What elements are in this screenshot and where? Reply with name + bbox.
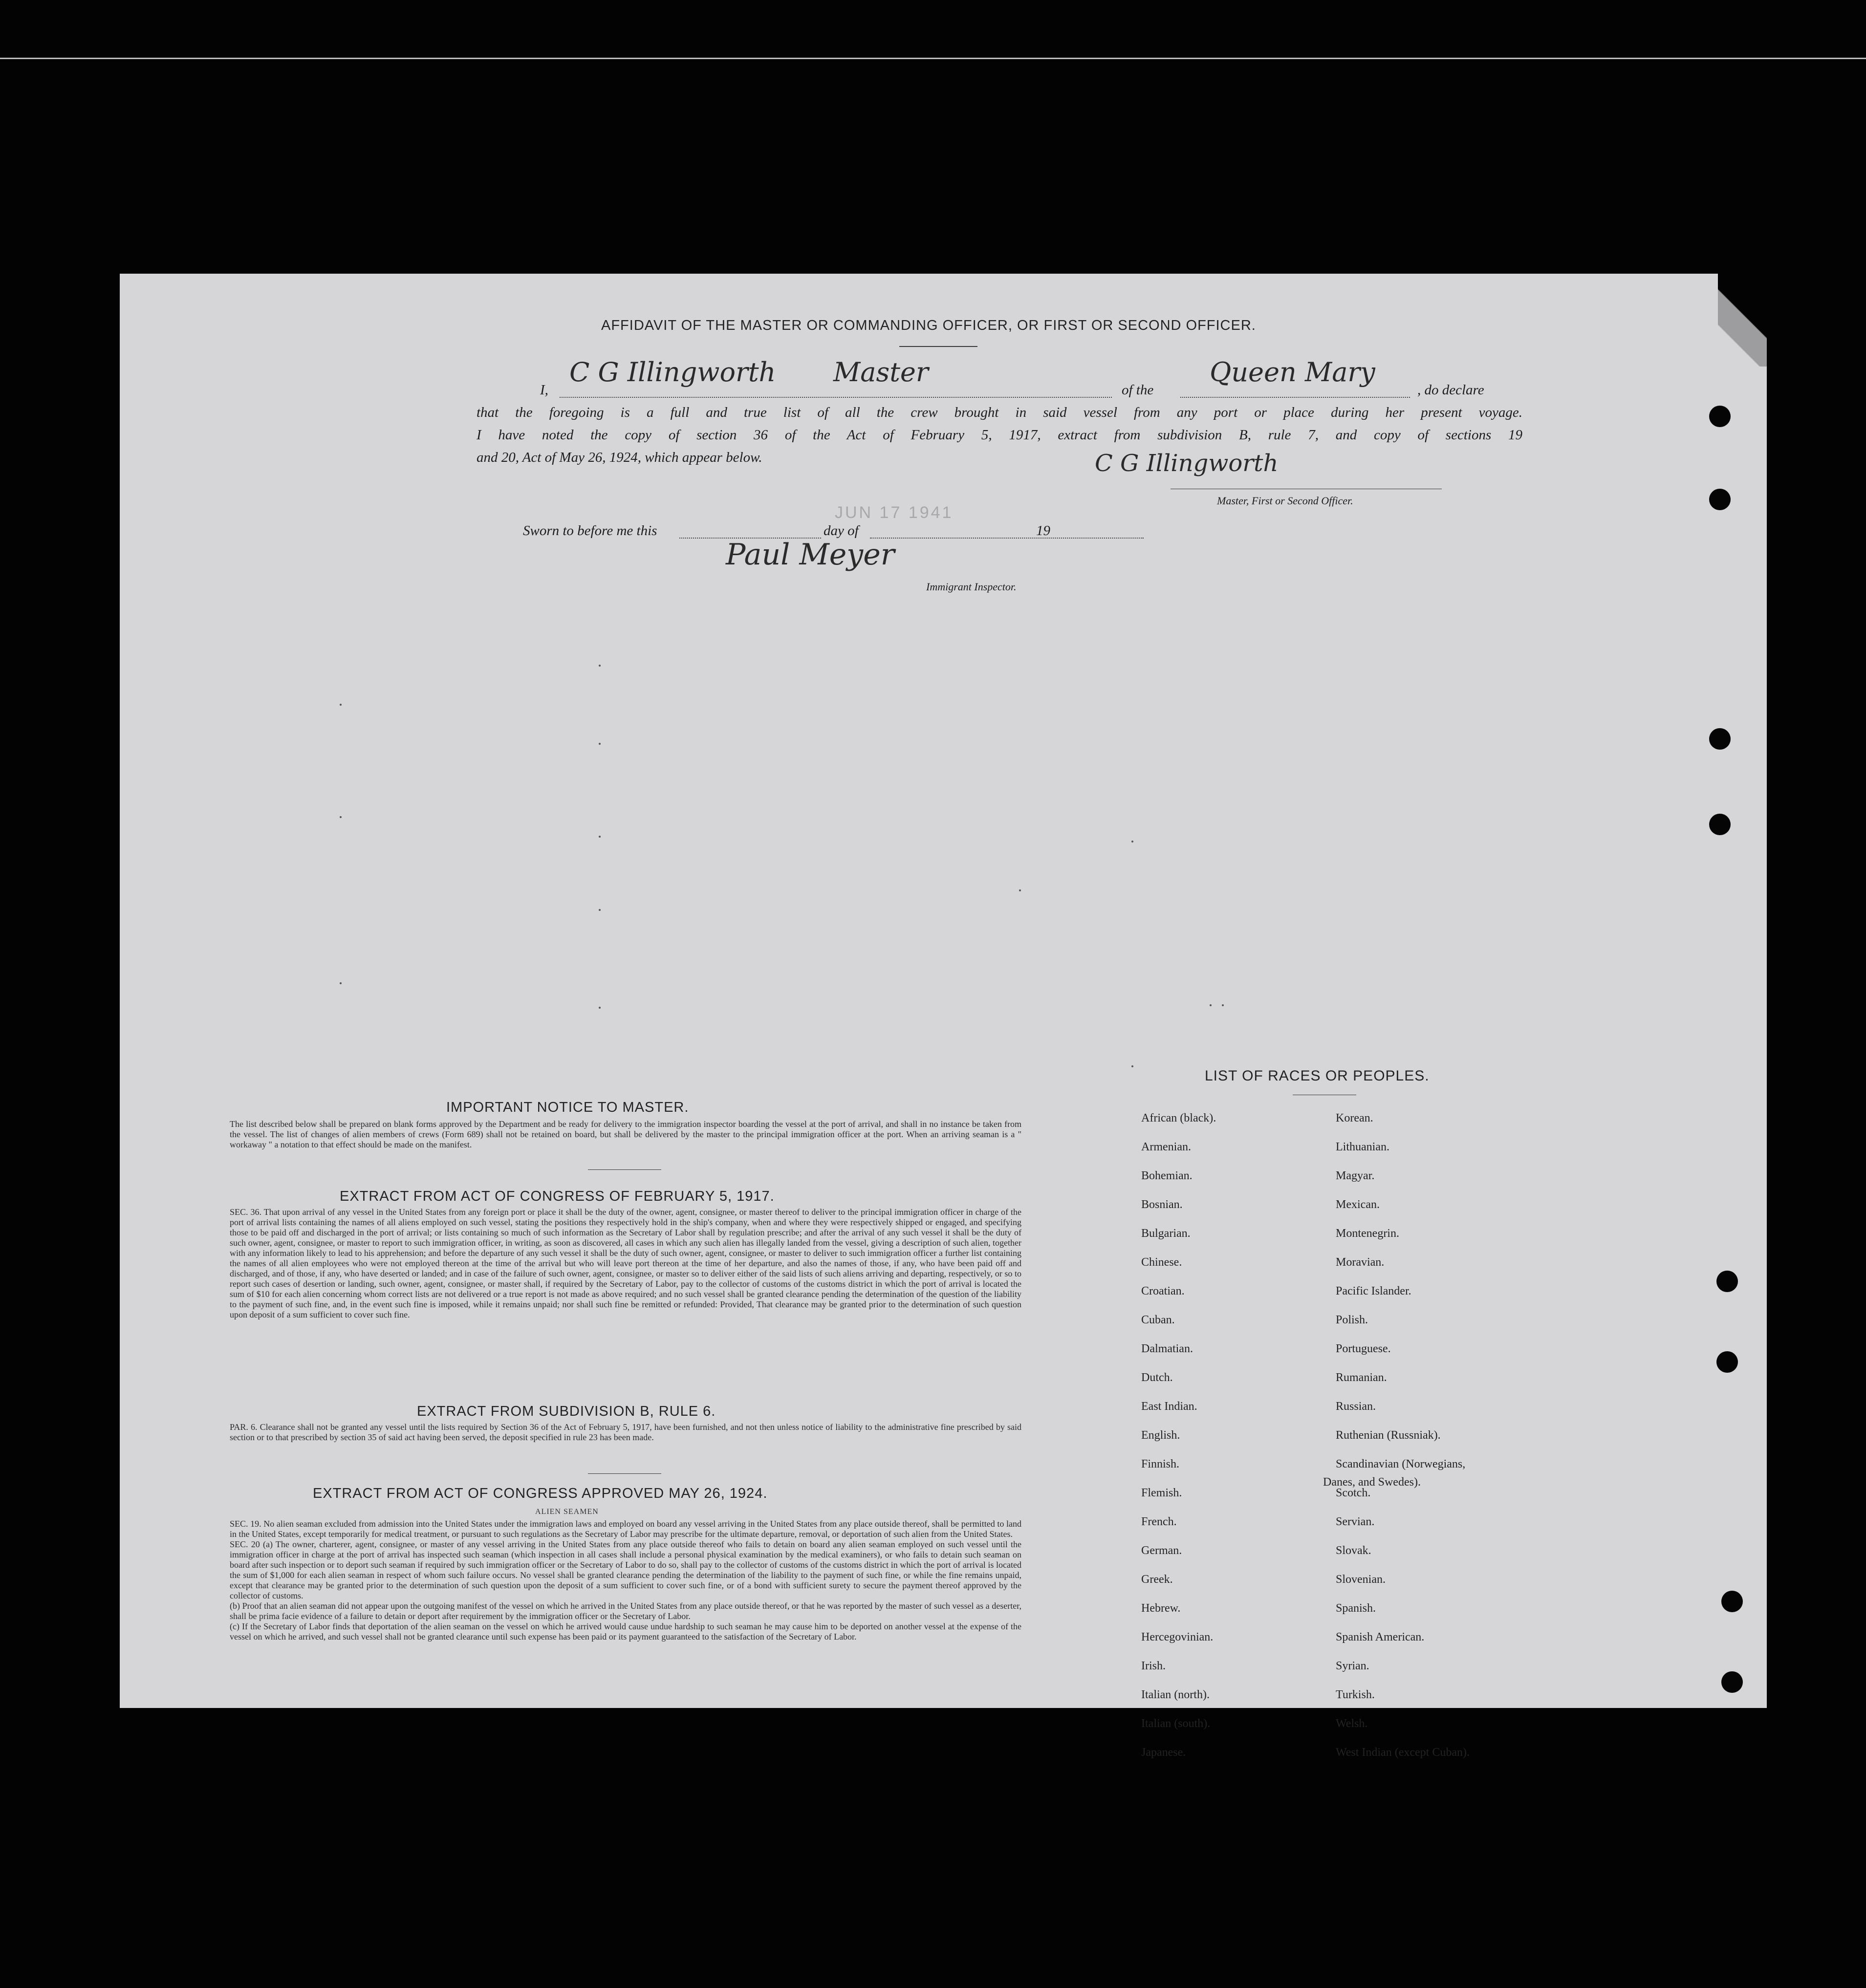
race-item: Turkish. [1336,1688,1375,1701]
affidavit-line-4: and 20, Act of May 26, 1924, which appear below. [477,450,762,465]
race-item: Russian. [1336,1400,1376,1413]
affidavit-line-2: that the foregoing is a full and true list of all the crew brought in said vessel from any port or place during her present voyage. [477,405,1522,420]
sec-19-text: SEC. 19. No alien seaman excluded from admission into the United States under the immigration laws and employed on board any vessel arriving in the United States from any place outside thereof, shall be permitted to land in the United States, except temporarily for medical treatment, or pursuant to such regulations as the Secretary of Labor may prescribe for the ultimate departure, removal, or deportation of such alien from the United States. [230,1519,1021,1539]
race-item: English. [1141,1429,1180,1442]
race-item: Italian (south). [1141,1717,1211,1730]
dot [340,816,342,818]
dot [1210,1004,1212,1006]
dot [1019,889,1021,891]
binder-hole [1721,1591,1743,1612]
races-title: LIST OF RACES OR PEOPLES. [1205,1068,1430,1084]
binder-hole [1716,1351,1738,1373]
race-item: French. [1141,1515,1177,1528]
title-rule [899,346,977,347]
document-page [120,274,1767,1759]
affidavit-line-3: I have noted the copy of section 36 of the Act of February 5, 1917, extract from subdivision B, rule 7, and copy of sections 19 [477,427,1522,443]
race-item: Finnish. [1141,1458,1180,1470]
race-item: Bohemian. [1141,1169,1193,1182]
race-item: Bulgarian. [1141,1227,1191,1240]
race-item: Flemish. [1141,1487,1182,1499]
affidavit-i: I, [540,382,548,398]
dot [1131,841,1133,843]
race-item: Welsh. [1336,1717,1368,1730]
master-rank: Master [833,357,929,388]
year-label: 19 [1036,523,1050,539]
dot [599,665,601,667]
dot [340,704,342,706]
sworn-month-line [870,538,1144,539]
rule-6-title: EXTRACT FROM SUBDIVISION B, RULE 6. [417,1404,716,1419]
race-item: Dutch. [1141,1371,1173,1384]
sworn-label: Sworn to before me this [523,523,657,539]
race-item: Rumanian. [1336,1371,1387,1384]
inspector-signature: Paul Meyer [726,538,895,572]
binder-hole [1709,489,1731,510]
dot [340,982,342,984]
sec-20b-text: (b) Proof that an alien seaman did not appear upon the outgoing manifest of the vessel on which he arrived in the United States from any place outside thereof, or that he was reported by the master of such vessel as a deserter, shall be prima facie evidence of a failure to detain or deport after requirement by the immigration officer or the Secretary of Labor. [230,1601,1021,1621]
race-item: Slovenian. [1336,1573,1386,1586]
race-item: Servian. [1336,1515,1375,1528]
master-name: C G Illingworth [569,357,776,388]
race-item: Japanese. [1141,1746,1186,1759]
extract-1917-title: EXTRACT FROM ACT OF CONGRESS OF FEBRUARY 5, 1917. [340,1188,775,1204]
race-item: Greek. [1141,1573,1173,1586]
day-of-label: day of [824,523,859,539]
binder-hole [1709,814,1731,835]
dot [599,1007,601,1009]
dot [599,909,601,911]
race-item: African (black). [1141,1112,1216,1124]
sec-20c-text: (c) If the Secretary of Labor finds that deportation of the alien seaman on the vessel on which he arrived would cause undue hardship to such seaman he may cause him to be deported on another vessel at the expense of the vessel on which he arrived, and such vessel shall not be granted clearance until such expense has been paid or its payment guaranteed to the satisfaction of the Secretary of Labor. [230,1621,1021,1642]
master-signature: C G Illingworth [1095,450,1279,477]
inspector-caption: Immigrant Inspector. [926,581,1017,593]
race-item: East Indian. [1141,1400,1197,1413]
race-item: Syrian. [1336,1660,1369,1672]
race-item: Portuguese. [1336,1342,1391,1355]
race-item: Hercegovinian. [1141,1631,1214,1643]
affidavit-title: AFFIDAVIT OF THE MASTER OR COMMANDING OFFICER, OR FIRST OR SECOND OFFICER. [601,318,1256,333]
race-item: Dalmatian. [1141,1342,1193,1355]
date-stamp: JUN 17 1941 [835,503,954,522]
binder-hole [1716,1271,1738,1292]
race-item: Bosnian. [1141,1198,1183,1211]
race-item: Pacific Islander. [1336,1285,1411,1297]
race-item: Chinese. [1141,1256,1182,1269]
scan-top-edge [0,58,1866,59]
rule-6-text: PAR. 6. Clearance shall not be granted any vessel until the lists required by Section 36 of the Act of February 5, 1917, have been furnished, and not then unless notice of liability to the administrative fine prescribed by said section or to that prescribed by section 35 of said act having been served, the deposit specified in rule 23 has been made. [230,1422,1021,1442]
race-item: Korean. [1336,1112,1373,1124]
torn-corner [1718,274,1767,367]
race-item: Cuban. [1141,1314,1175,1326]
name-line [560,397,1112,398]
extract-1924-title: EXTRACT FROM ACT OF CONGRESS APPROVED MAY 26, 1924. [313,1486,768,1501]
rule-6-rule [588,1473,661,1474]
extract-1924-body [230,1519,1021,1642]
race-item: Scandinavian (Norwegians, [1336,1458,1466,1470]
race-item: Mexican. [1336,1198,1380,1211]
race-item: Montenegrin. [1336,1227,1399,1240]
notice-text: The list described below shall be prepared on blank forms approved by the Department and be ready for delivery to the immigration inspector boarding the vessel at the port of arrival, and shall in no instance be taken from the vessel. The list of changes of alien members of crews (Form 689) shall not be retained on board, but shall be delivered by the master to the principal immigration officer at the port. When an arriving seaman is a " workaway " a notation to that effect should be made on the manifest. [230,1119,1021,1149]
race-item: Moravian. [1336,1256,1385,1269]
race-item: Polish. [1336,1314,1368,1326]
race-item: Ruthenian (Russniak). [1336,1429,1441,1442]
notice-title: IMPORTANT NOTICE TO MASTER. [446,1100,689,1115]
race-item: West Indian (except Cuban). [1336,1746,1470,1759]
do-declare: , do declare [1417,382,1484,398]
binder-hole [1709,406,1731,427]
race-item: Magyar. [1336,1169,1375,1182]
race-item: German. [1141,1544,1182,1557]
notice-rule [588,1169,661,1170]
race-item: Hebrew. [1141,1602,1181,1615]
race-item: Croatian. [1141,1285,1185,1297]
race-item: Spanish American. [1336,1631,1425,1643]
sec-20a-text: SEC. 20 (a) The owner, charterer, agent, consignee, or master of any vessel arriving in the United States from any place outside thereof who fails to detain on board any alien seaman employed on such vessel until the immigration officer in charge at the port of arrival has inspected such seaman (which inspection in all cases shall include a personal physical examination by the medical examiners), or who fails to detain such seaman on board after such inspection or to deport such seaman if required by such immigration officer or the Secretary of Labor to do so, shall pay to the collector of customs of the customs district in which the port of arrival is located the sum of $1,000 for each alien seaman in respect of whom such failure occurs. No vessel shall be granted clearance pending the determination of the liability to the payment of such fine, or while the fine remains unpaid, except that clearance may be granted prior to the determination of such question upon the deposit of a sum sufficient to cover such fine, or of a bond with sufficient surety to secure the payment thereof approved by the collector of customs. [230,1539,1021,1600]
vessel-name: Queen Mary [1210,357,1375,388]
binder-hole [1721,1671,1743,1693]
race-item: Irish. [1141,1660,1166,1672]
race-item-continuation: Danes, and Swedes). [1323,1476,1421,1489]
extract-1917-text: SEC. 36. That upon arrival of any vessel in the United States from any foreign port or place it shall be the duty of the owner, agent, consignee, or master thereof to deliver to the principal immigration officer in charge of the port of arrival lists containing the names of all aliens employed on such vessel, stating the positions they respectively hold in the ship's company, when and where they were respectively shipped or engaged, and specifying those to be paid off and discharged in the port of arrival; or lists containing so much of such information as the Secretary of Labor shall by regulation prescribe; and after the arrival of any such vessel it shall be the duty of such owner, agent, consignee, or master to report to such immigration officer, in writing, as soon as discovered, all cases in which any such alien has illegally landed from the vessel, giving a description of such alien, together with any information likely to lead to his apprehension; and before the departure of any such vessel it shall be the duty of such owner, agent, consignee, or master to deliver to such immigration officer a further list containing the names of all alien employees who were not employed thereon at the time of the arrival but who will leave port thereon at the time of her departure, and also the names of those, if any, who have been paid off and discharged, and of those, if any, who have deserted or landed; and in case of the failure of such owner, agent, consignee, or master so to deliver either of the said lists of such aliens arriving and departing, respectively, or so to report such cases of desertion or landing, such owner, agent, consignee, or master shall, if required by the Secretary of Labor, pay to the collector of customs of the customs district in which the port of arrival is located the sum of $10 for each alien concerning whom correct lists are not delivered or a true report is not made as above required; and no such vessel shall be granted clearance pending the determination of the question of the liability to the payment of such fine, and, in the event such fine is imposed, while it remains unpaid; nor shall such fine be remitted or refunded: Provided, That clearance may be granted prior to the determination of such question upon deposit of a sum sufficient to cover such fine. [230,1207,1021,1319]
of-the-label: of the [1122,382,1154,398]
race-item: Scotch. [1336,1487,1371,1499]
dot [1222,1004,1224,1006]
race-item: Slovak. [1336,1544,1371,1557]
race-item: Italian (north). [1141,1688,1210,1701]
signature-caption: Master, First or Second Officer. [1217,495,1353,507]
dot [599,743,601,745]
dot [599,836,601,838]
race-item: Armenian. [1141,1141,1191,1153]
vessel-line [1180,397,1410,398]
race-item: Lithuanian. [1336,1141,1389,1153]
binder-hole [1709,728,1731,750]
alien-seamen-subtitle: ALIEN SEAMEN [535,1508,599,1516]
race-item: Spanish. [1336,1602,1376,1615]
dot [1131,1065,1133,1067]
